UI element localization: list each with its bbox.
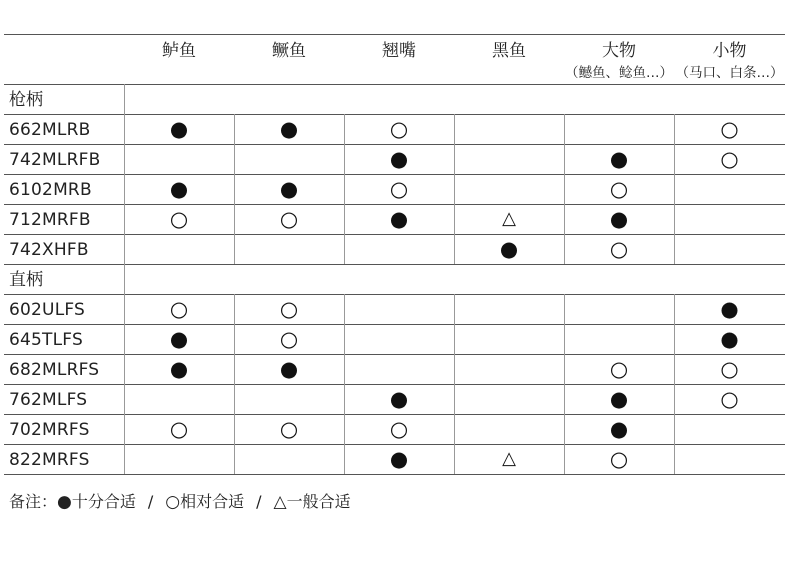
column-divider (234, 174, 235, 204)
model-name: 645TLFS (9, 330, 83, 350)
suitability-mark-full: ● (609, 387, 629, 411)
row-divider (4, 444, 785, 445)
model-name: 822MRFS (9, 450, 90, 470)
column-divider (234, 324, 235, 354)
model-name: 682MLRFS (9, 360, 100, 380)
column-divider (564, 174, 565, 204)
legend-fair-text: 一般合适 (286, 492, 351, 511)
column-divider (124, 384, 125, 414)
suitability-mark-ok: ○ (609, 447, 629, 471)
suitability-mark-full: ● (279, 357, 299, 381)
row-divider (4, 144, 785, 145)
column-divider (674, 384, 675, 414)
suitability-mark-full: ● (389, 207, 409, 231)
column-divider (674, 114, 675, 144)
row-divider (4, 414, 785, 415)
column-divider (454, 354, 455, 384)
suitability-mark-full: ● (169, 177, 189, 201)
column-divider (344, 174, 345, 204)
model-name: 762MLFS (9, 390, 88, 410)
column-divider (454, 384, 455, 414)
column-divider (454, 324, 455, 354)
column-divider (674, 234, 675, 264)
column-divider (344, 354, 345, 384)
column-divider (124, 144, 125, 174)
column-divider (124, 174, 125, 204)
column-divider (234, 234, 235, 264)
row-divider (4, 234, 785, 235)
column-divider (454, 444, 455, 474)
suitability-table (4, 34, 785, 480)
suitability-mark-ok: ○ (169, 297, 189, 321)
column-divider (234, 204, 235, 234)
column-divider (344, 324, 345, 354)
column-divider (234, 354, 235, 384)
suitability-mark-ok: ○ (609, 177, 629, 201)
column-divider (234, 384, 235, 414)
column-divider (124, 204, 125, 234)
model-name: 712MRFB (9, 210, 91, 230)
column-divider (564, 234, 565, 264)
column-divider (564, 114, 565, 144)
column-divider (674, 324, 675, 354)
column-divider (674, 174, 675, 204)
row-divider (4, 264, 785, 265)
row-divider (4, 324, 785, 325)
column-divider (234, 144, 235, 174)
column-divider (454, 414, 455, 444)
suitability-mark-full: ● (389, 147, 409, 171)
suitability-mark-ok: ○ (279, 207, 299, 231)
suitability-mark-ok: ○ (389, 117, 409, 141)
row-divider (4, 384, 785, 385)
suitability-mark-ok: ○ (279, 327, 299, 351)
suitability-mark-full: ● (609, 417, 629, 441)
suitability-mark-ok: ○ (720, 147, 739, 171)
suitability-mark-fair: △ (502, 208, 516, 229)
column-divider (674, 294, 675, 324)
model-name: 662MLRB (9, 120, 91, 140)
model-name: 702MRFS (9, 420, 90, 440)
column-divider (344, 414, 345, 444)
column-divider (674, 414, 675, 444)
column-divider (564, 144, 565, 174)
column-divider (454, 204, 455, 234)
suitability-mark-ok: ○ (720, 117, 739, 141)
legend-ok-text: 相对合适 (180, 492, 245, 511)
column-divider (124, 264, 125, 294)
column-divider (454, 294, 455, 324)
column-divider (344, 384, 345, 414)
row-divider (4, 474, 785, 475)
legend-full-text: 十分合适 (71, 492, 136, 511)
column-divider (234, 114, 235, 144)
column-divider (674, 144, 675, 174)
suitability-mark-full: ● (499, 237, 519, 261)
row-divider (4, 204, 785, 205)
suitability-mark-full: ● (609, 147, 629, 171)
suitability-mark-ok: ○ (609, 237, 629, 261)
model-name: 742MLRFB (9, 150, 101, 170)
column-divider (564, 384, 565, 414)
legend-full-symbol: ● (57, 492, 72, 512)
column-divider (344, 204, 345, 234)
column-divider (344, 294, 345, 324)
suitability-mark-ok: ○ (720, 357, 739, 381)
suitability-mark-ok: ○ (389, 177, 409, 201)
column-divider (564, 354, 565, 384)
column-divider (124, 354, 125, 384)
row-divider (4, 114, 785, 115)
model-name: 742XHFB (9, 240, 89, 260)
column-divider (564, 324, 565, 354)
legend (9, 491, 351, 513)
column-divider (564, 414, 565, 444)
column-divider (124, 234, 125, 264)
model-name: 602ULFS (9, 300, 86, 320)
column-divider (454, 114, 455, 144)
suitability-mark-ok: ○ (279, 297, 299, 321)
row-divider (4, 174, 785, 175)
suitability-mark-full: ● (169, 357, 189, 381)
column-divider (124, 294, 125, 324)
column-subheader: （鳡鱼、鲶鱼…） (565, 65, 673, 81)
suitability-mark-ok: ○ (169, 207, 189, 231)
column-divider (234, 294, 235, 324)
column-divider (454, 174, 455, 204)
legend-prefix: 备注： (9, 492, 58, 511)
suitability-mark-full: ● (389, 387, 409, 411)
column-divider (124, 114, 125, 144)
legend-separator: / (256, 492, 262, 511)
legend-ok-symbol: ○ (165, 492, 181, 512)
row-divider (4, 354, 785, 355)
column-divider (564, 444, 565, 474)
model-name: 6102MRB (9, 180, 92, 200)
suitability-mark-full: ● (169, 117, 189, 141)
suitability-mark-fair: △ (502, 448, 516, 469)
legend-fair-symbol: △ (273, 492, 287, 512)
column-divider (234, 414, 235, 444)
column-header: 鲈鱼 (162, 41, 196, 61)
column-header: 鳜鱼 (272, 41, 306, 61)
column-divider (124, 444, 125, 474)
column-divider (454, 144, 455, 174)
column-divider (674, 204, 675, 234)
column-divider (344, 444, 345, 474)
suitability-mark-ok: ○ (169, 417, 189, 441)
suitability-mark-full: ● (389, 447, 409, 471)
column-divider (564, 204, 565, 234)
suitability-mark-ok: ○ (609, 357, 629, 381)
suitability-mark-full: ● (169, 327, 189, 351)
suitability-mark-full: ● (609, 207, 629, 231)
column-divider (234, 444, 235, 474)
column-divider (674, 354, 675, 384)
legend-separator: / (147, 492, 154, 511)
column-header: 大物 (602, 41, 636, 61)
header-bottom-border (4, 84, 785, 85)
column-divider (124, 414, 125, 444)
group-label: 直柄 (9, 270, 43, 290)
group-label: 枪柄 (9, 90, 43, 110)
column-divider (674, 444, 675, 474)
suitability-mark-ok: ○ (720, 387, 739, 411)
column-divider (124, 324, 125, 354)
column-divider (124, 84, 125, 114)
suitability-mark-full: ● (720, 297, 739, 321)
column-divider (564, 294, 565, 324)
suitability-mark-full: ● (279, 117, 299, 141)
suitability-mark-full: ● (720, 327, 739, 351)
row-divider (4, 294, 785, 295)
column-subheader: （马口、白条…） (675, 65, 784, 81)
column-header: 翘嘴 (382, 41, 416, 61)
column-divider (344, 144, 345, 174)
suitability-mark-ok: ○ (389, 417, 409, 441)
column-header: 黑鱼 (492, 41, 526, 61)
column-divider (344, 234, 345, 264)
column-header: 小物 (712, 41, 747, 61)
suitability-mark-full: ● (279, 177, 299, 201)
column-divider (454, 234, 455, 264)
column-divider (344, 114, 345, 144)
table-top-border (4, 34, 785, 35)
suitability-mark-ok: ○ (279, 417, 299, 441)
